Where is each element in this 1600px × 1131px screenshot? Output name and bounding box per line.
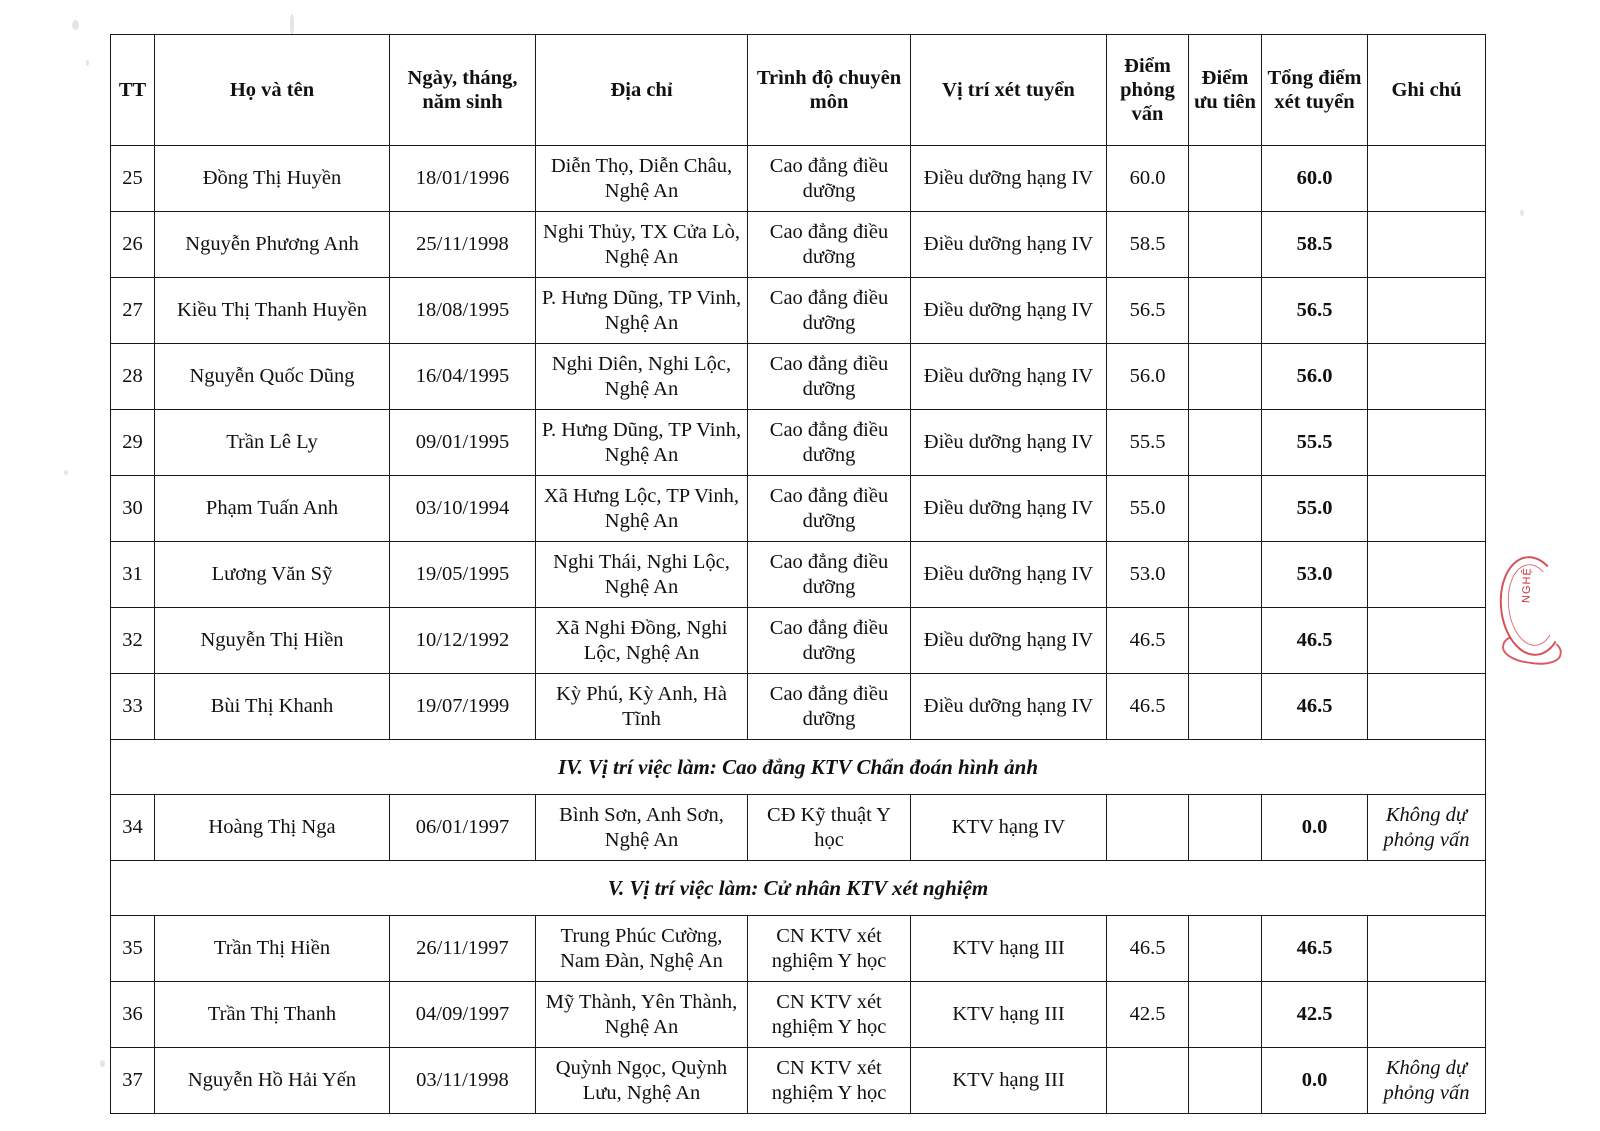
cell-address: Nghi Thái, Nghi Lộc, Nghệ An <box>536 542 748 608</box>
cell-note <box>1368 212 1486 278</box>
cell-education: Cao đẳng điều dưỡng <box>748 344 911 410</box>
table-row <box>111 344 1486 410</box>
cell-tt: 35 <box>111 916 155 982</box>
cell-position: Điều dưỡng hạng IV <box>911 674 1107 740</box>
cell-total-score: 46.5 <box>1262 674 1368 740</box>
cell-position: Điều dưỡng hạng IV <box>911 410 1107 476</box>
column-header-priority-score: Điểm ưu tiên <box>1189 35 1262 146</box>
table-row <box>111 146 1486 212</box>
table-row <box>111 212 1486 278</box>
cell-total-score: 0.0 <box>1262 1048 1368 1114</box>
cell-address: Xã Nghi Đồng, Nghi Lộc, Nghệ An <box>536 608 748 674</box>
table-row <box>111 916 1486 982</box>
column-header-address: Địa chỉ <box>536 35 748 146</box>
cell-address: P. Hưng Dũng, TP Vinh, Nghệ An <box>536 410 748 476</box>
scan-speckle <box>1520 210 1524 216</box>
cell-priority-score <box>1189 476 1262 542</box>
cell-total-score: 60.0 <box>1262 146 1368 212</box>
seal-swirl <box>1500 630 1564 668</box>
cell-position: Điều dưỡng hạng IV <box>911 542 1107 608</box>
cell-interview-score: 42.5 <box>1107 982 1189 1048</box>
cell-dob: 18/01/1996 <box>390 146 536 212</box>
table-row <box>111 1048 1486 1114</box>
cell-tt: 30 <box>111 476 155 542</box>
applicant-results-table-container <box>110 34 1470 1114</box>
table-row <box>111 795 1486 861</box>
cell-tt: 32 <box>111 608 155 674</box>
cell-address: Quỳnh Ngọc, Quỳnh Lưu, Nghệ An <box>536 1048 748 1114</box>
cell-name: Bùi Thị Khanh <box>155 674 390 740</box>
cell-dob: 25/11/1998 <box>390 212 536 278</box>
cell-tt: 36 <box>111 982 155 1048</box>
cell-dob: 18/08/1995 <box>390 278 536 344</box>
cell-priority-score <box>1189 542 1262 608</box>
cell-name: Nguyễn Quốc Dũng <box>155 344 390 410</box>
column-header-note: Ghi chú <box>1368 35 1486 146</box>
scan-speckle <box>86 60 89 66</box>
cell-position: Điều dưỡng hạng IV <box>911 146 1107 212</box>
cell-dob: 06/01/1997 <box>390 795 536 861</box>
cell-priority-score <box>1189 278 1262 344</box>
cell-address: Diễn Thọ, Diễn Châu, Nghệ An <box>536 146 748 212</box>
cell-dob: 03/11/1998 <box>390 1048 536 1114</box>
table-row <box>111 982 1486 1048</box>
cell-total-score: 56.0 <box>1262 344 1368 410</box>
cell-address: Nghi Diên, Nghi Lộc, Nghệ An <box>536 344 748 410</box>
section-title-row <box>111 740 1486 795</box>
cell-name: Trần Lê Ly <box>155 410 390 476</box>
cell-position: KTV hạng III <box>911 916 1107 982</box>
cell-name: Đồng Thị Huyền <box>155 146 390 212</box>
cell-position: KTV hạng IV <box>911 795 1107 861</box>
cell-interview-score: 56.5 <box>1107 278 1189 344</box>
table-row <box>111 476 1486 542</box>
cell-address: Nghi Thủy, TX Cửa Lò, Nghệ An <box>536 212 748 278</box>
cell-position: KTV hạng III <box>911 982 1107 1048</box>
cell-education: Cao đẳng điều dưỡng <box>748 410 911 476</box>
seal-inner-arc <box>1504 562 1560 649</box>
cell-note <box>1368 674 1486 740</box>
cell-total-score: 56.5 <box>1262 278 1368 344</box>
cell-tt: 34 <box>111 795 155 861</box>
cell-total-score: 53.0 <box>1262 542 1368 608</box>
cell-priority-score <box>1189 916 1262 982</box>
cell-note <box>1368 542 1486 608</box>
cell-note <box>1368 146 1486 212</box>
cell-interview-score: 58.5 <box>1107 212 1189 278</box>
cell-education: Cao đẳng điều dưỡng <box>748 146 911 212</box>
cell-interview-score: 60.0 <box>1107 146 1189 212</box>
cell-name: Trần Thị Thanh <box>155 982 390 1048</box>
cell-priority-score <box>1189 212 1262 278</box>
seal-outer-arc <box>1495 553 1569 659</box>
cell-education: Cao đẳng điều dưỡng <box>748 212 911 278</box>
cell-dob: 19/05/1995 <box>390 542 536 608</box>
column-header-interview-score: Điểm phỏng vấn <box>1107 35 1189 146</box>
cell-tt: 27 <box>111 278 155 344</box>
cell-address: Mỹ Thành, Yên Thành, Nghệ An <box>536 982 748 1048</box>
column-header-total-score: Tổng điểm xét tuyển <box>1262 35 1368 146</box>
cell-priority-score <box>1189 608 1262 674</box>
cell-tt: 26 <box>111 212 155 278</box>
cell-education: Cao đẳng điều dưỡng <box>748 476 911 542</box>
scan-speckle <box>100 1060 105 1067</box>
table-row <box>111 410 1486 476</box>
cell-total-score: 58.5 <box>1262 212 1368 278</box>
cell-address: Xã Hưng Lộc, TP Vinh, Nghệ An <box>536 476 748 542</box>
cell-dob: 03/10/1994 <box>390 476 536 542</box>
cell-tt: 31 <box>111 542 155 608</box>
table-body <box>111 146 1486 1114</box>
table-header-row <box>111 35 1486 146</box>
cell-education: Cao đẳng điều dưỡng <box>748 542 911 608</box>
cell-tt: 29 <box>111 410 155 476</box>
seal-text: NGHỆ <box>1520 567 1534 604</box>
cell-position: KTV hạng III <box>911 1048 1107 1114</box>
cell-note <box>1368 608 1486 674</box>
cell-education: Cao đẳng điều dưỡng <box>748 674 911 740</box>
table-row <box>111 674 1486 740</box>
cell-interview-score: 55.5 <box>1107 410 1189 476</box>
scan-speckle <box>290 14 294 36</box>
cell-interview-score: 56.0 <box>1107 344 1189 410</box>
table-row <box>111 542 1486 608</box>
cell-dob: 09/01/1995 <box>390 410 536 476</box>
column-header-position: Vị trí xét tuyển <box>911 35 1107 146</box>
cell-position: Điều dưỡng hạng IV <box>911 344 1107 410</box>
cell-total-score: 0.0 <box>1262 795 1368 861</box>
cell-name: Hoàng Thị Nga <box>155 795 390 861</box>
scan-speckle <box>72 20 79 30</box>
cell-dob: 26/11/1997 <box>390 916 536 982</box>
cell-name: Phạm Tuấn Anh <box>155 476 390 542</box>
cell-total-score: 46.5 <box>1262 608 1368 674</box>
cell-note: Không dự phỏng vấn <box>1368 795 1486 861</box>
cell-interview-score: 46.5 <box>1107 674 1189 740</box>
cell-dob: 16/04/1995 <box>390 344 536 410</box>
cell-name: Nguyễn Phương Anh <box>155 212 390 278</box>
cell-interview-score: 53.0 <box>1107 542 1189 608</box>
cell-tt: 25 <box>111 146 155 212</box>
cell-priority-score <box>1189 146 1262 212</box>
cell-note <box>1368 278 1486 344</box>
cell-education: CN KTV xét nghiệm Y học <box>748 916 911 982</box>
cell-note <box>1368 344 1486 410</box>
cell-education: Cao đẳng điều dưỡng <box>748 278 911 344</box>
column-header-dob: Ngày, tháng, năm sinh <box>390 35 536 146</box>
cell-name: Lương Văn Sỹ <box>155 542 390 608</box>
cell-priority-score <box>1189 1048 1262 1114</box>
cell-priority-score <box>1189 344 1262 410</box>
cell-name: Nguyễn Thị Hiền <box>155 608 390 674</box>
cell-tt: 37 <box>111 1048 155 1114</box>
cell-priority-score <box>1189 674 1262 740</box>
cell-total-score: 42.5 <box>1262 982 1368 1048</box>
cell-address: Kỳ Phú, Kỳ Anh, Hà Tĩnh <box>536 674 748 740</box>
cell-name: Nguyễn Hồ Hải Yến <box>155 1048 390 1114</box>
cell-name: Kiều Thị Thanh Huyền <box>155 278 390 344</box>
applicant-results-table <box>110 34 1486 1114</box>
cell-total-score: 55.5 <box>1262 410 1368 476</box>
cell-tt: 28 <box>111 344 155 410</box>
cell-priority-score <box>1189 982 1262 1048</box>
cell-address: P. Hưng Dũng, TP Vinh, Nghệ An <box>536 278 748 344</box>
cell-note <box>1368 476 1486 542</box>
column-header-name: Họ và tên <box>155 35 390 146</box>
cell-note <box>1368 916 1486 982</box>
cell-dob: 04/09/1997 <box>390 982 536 1048</box>
cell-priority-score <box>1189 410 1262 476</box>
cell-address: Trung Phúc Cường, Nam Đàn, Nghệ An <box>536 916 748 982</box>
cell-interview-score: 46.5 <box>1107 916 1189 982</box>
cell-dob: 10/12/1992 <box>390 608 536 674</box>
cell-address: Bình Sơn, Anh Sơn, Nghệ An <box>536 795 748 861</box>
cell-position: Điều dưỡng hạng IV <box>911 212 1107 278</box>
section-title: V. Vị trí việc làm: Cử nhân KTV xét nghiệm <box>111 861 1486 916</box>
cell-total-score: 55.0 <box>1262 476 1368 542</box>
cell-interview-score: 46.5 <box>1107 608 1189 674</box>
column-header-education: Trình độ chuyên môn <box>748 35 911 146</box>
cell-interview-score <box>1107 1048 1189 1114</box>
column-header-tt: TT <box>111 35 155 146</box>
cell-tt: 33 <box>111 674 155 740</box>
section-title: IV. Vị trí việc làm: Cao đẳng KTV Chẩn đoán hình ảnh <box>111 740 1486 795</box>
cell-note <box>1368 982 1486 1048</box>
cell-position: Điều dưỡng hạng IV <box>911 476 1107 542</box>
table-row <box>111 608 1486 674</box>
section-title-row <box>111 861 1486 916</box>
table-header <box>111 35 1486 146</box>
cell-education: Cao đẳng điều dưỡng <box>748 608 911 674</box>
cell-priority-score <box>1189 795 1262 861</box>
table-row <box>111 278 1486 344</box>
cell-education: CĐ Kỹ thuật Y học <box>748 795 911 861</box>
cell-name: Trần Thị Hiền <box>155 916 390 982</box>
cell-dob: 19/07/1999 <box>390 674 536 740</box>
cell-note: Không dự phỏng vấn <box>1368 1048 1486 1114</box>
scan-speckle <box>64 470 68 475</box>
cell-education: CN KTV xét nghiệm Y học <box>748 1048 911 1114</box>
cell-position: Điều dưỡng hạng IV <box>911 278 1107 344</box>
cell-interview-score: 55.0 <box>1107 476 1189 542</box>
cell-education: CN KTV xét nghiệm Y học <box>748 982 911 1048</box>
cell-total-score: 46.5 <box>1262 916 1368 982</box>
official-seal-stamp <box>1500 556 1564 664</box>
cell-interview-score <box>1107 795 1189 861</box>
cell-position: Điều dưỡng hạng IV <box>911 608 1107 674</box>
cell-note <box>1368 410 1486 476</box>
